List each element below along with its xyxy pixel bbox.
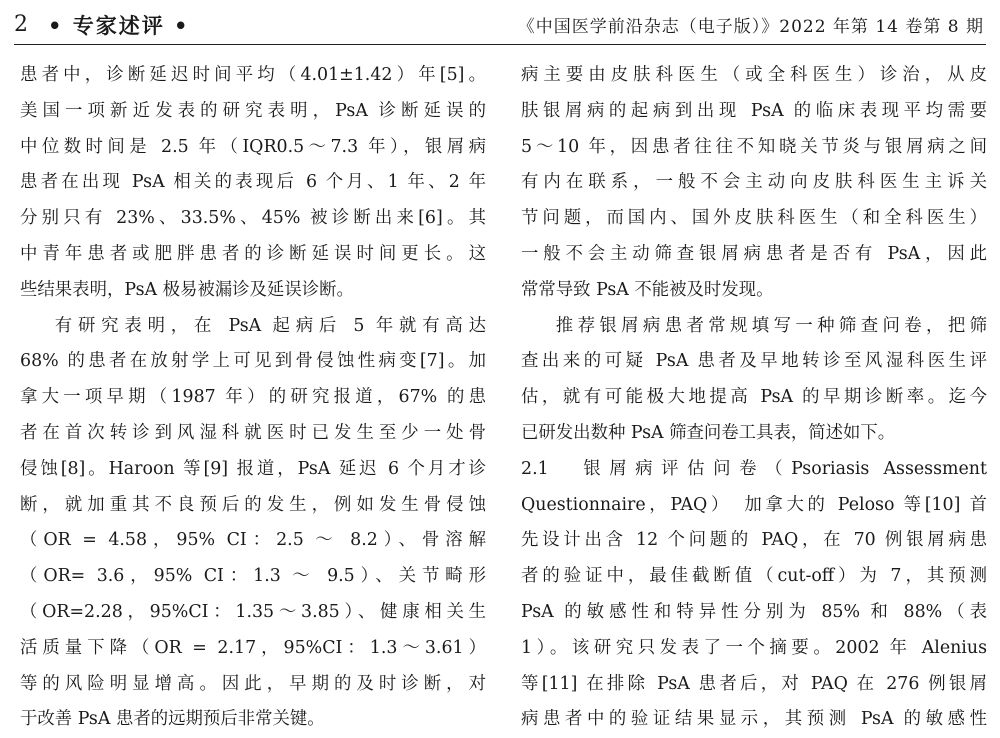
right-line: 节问题，而国内、国外皮肤科医生（和全科医生）	[521, 208, 987, 229]
left-line: 拿大一项早期（1987 年）的研究报道，67% 的患	[20, 387, 486, 408]
left-line: 中青年患者或肥胖患者的诊断延误时间更长。这	[20, 243, 486, 264]
left-line: 68% 的患者在放射学上可见到骨侵蚀性病变[7]。加	[20, 351, 486, 372]
left-column	[20, 58, 486, 738]
left-line: 中位数时间是 2.5 年（IQR0.5～7.3 年），银屑病	[20, 136, 486, 157]
right-line: 等[11] 在排除 PsA 患者后，对 PAQ 在 276 例银屑	[521, 673, 987, 694]
right-line: 查出来的可疑 PsA 患者及早地转诊至风湿科医生评	[521, 351, 987, 372]
left-line: 于改善 PsA 患者的远期预后非常关键。	[20, 709, 325, 730]
header-rule	[14, 44, 986, 45]
right-line: 先设计出含 12 个问题的 PAQ，在 70 例银屑病患	[521, 530, 987, 551]
left-line: 等的风险明显增高。因此，早期的及时诊断，对	[20, 673, 486, 694]
right-line: 5～10 年，因患者往往不知晓关节炎与银屑病之间	[521, 136, 987, 157]
left-line: （OR=2.28，95%CI：1.35～3.85）、健康相关生	[20, 601, 486, 622]
right-line: 常常导致 PsA 不能被及时发现。	[521, 279, 774, 300]
section-label: • 专家述评 •	[48, 14, 190, 38]
right-line: 1）。该研究只发表了一个摘要。2002 年 Alenius	[521, 637, 987, 658]
left-line: （OR = 4.58，95% CI：2.5 ～ 8.2）、骨溶解	[20, 530, 486, 551]
subsection-heading: 2.1 银屑病评估问卷（Psoriasis Assessment	[521, 458, 987, 479]
right-line: 推荐银屑病患者常规填写一种筛查问卷，把筛	[555, 315, 987, 336]
right-line: 肤银屑病的起病到出现 PsA 的临床表现平均需要	[521, 100, 987, 121]
right-line: 估，就有可能极大地提高 PsA 的早期诊断率。迄今	[521, 387, 987, 408]
left-line: 患者中，诊断延迟时间平均（4.01±1.42）年[5]。	[20, 65, 486, 85]
left-line: 有研究表明，在 PsA 起病后 5 年就有高达	[54, 315, 486, 336]
left-line: 些结果表明，PsA 极易被漏诊及延误诊断。	[20, 279, 354, 300]
left-line: 侵蚀[8]。Haroon 等[9] 报道，PsA 延迟 6 个月才诊	[20, 458, 486, 479]
right-line: 病主要由皮肤科医生（或全科医生）诊治，从皮	[521, 65, 987, 85]
right-line: Questionnaire，PAQ） 加拿大的 Peloso 等[10] 首	[521, 494, 987, 515]
right-line: 一般不会主动筛查银屑病患者是否有 PsA，因此	[521, 243, 987, 264]
right-column	[521, 58, 987, 738]
left-line: 活质量下降（OR = 2.17，95%CI：1.3～3.61）	[20, 637, 486, 658]
right-line: 已研发出数种 PsA 筛查问卷工具表，简述如下。	[521, 422, 896, 443]
right-line: 者的验证中，最佳截断值（cut-off）为 7，其预测	[521, 566, 987, 587]
journal-citation: 《中国医学前沿杂志（电子版）》2022 年第 14 卷第 8 期	[517, 17, 984, 37]
right-line: 有内在联系，一般不会主动向皮肤科医生主诉关	[521, 172, 987, 193]
left-line: 美国一项新近发表的研究表明，PsA 诊断延误的	[20, 100, 486, 121]
right-line: 病患者中的验证结果显示，其预测 PsA 的敏感性	[521, 709, 987, 730]
right-line: PsA 的敏感性和特异性分别为 85% 和 88%（表	[521, 601, 987, 622]
left-line: 者在首次转诊到风湿科就医时已发生至少一处骨	[20, 422, 486, 443]
left-line: 断，就加重其不良预后的发生，例如发生骨侵蚀	[20, 494, 486, 515]
page-header	[0, 0, 1000, 44]
left-line: 患者在出现 PsA 相关的表现后 6 个月、1 年、2 年	[20, 172, 486, 193]
left-line: 分别只有 23%、33.5%、45% 被诊断出来[6]。其	[20, 208, 486, 229]
left-line: （OR= 3.6，95% CI：1.3 ～ 9.5）、关节畸形	[20, 566, 486, 587]
page-number: 2	[14, 12, 28, 37]
